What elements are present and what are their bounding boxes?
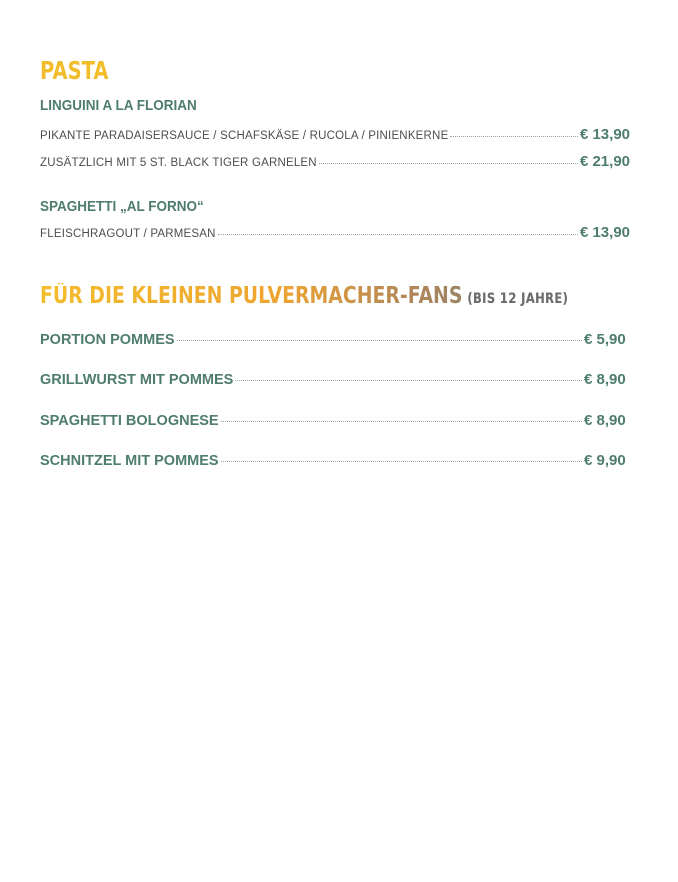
dot-leader — [319, 163, 578, 164]
dot-leader — [235, 380, 582, 381]
menu-item-price: € 8,90 — [584, 412, 626, 429]
menu-line-price: € 13,90 — [579, 126, 630, 143]
section-title-kids-text: FÜR DIE KLEINEN PULVERMACHER-FANS — [40, 283, 463, 309]
section-title-pasta: PASTA — [40, 56, 109, 85]
menu-line-description: ZUSÄTZLICH MIT 5 ST. BLACK TIGER GARNELEN — [40, 157, 317, 169]
menu-line — [40, 224, 630, 241]
menu-item-name: PORTION POMMES — [40, 332, 175, 348]
menu-line-price: € 21,90 — [579, 153, 630, 170]
menu-item-name: GRILLWURST MIT POMMES — [40, 372, 234, 388]
menu-item-name: SCHNITZEL MIT POMMES — [40, 453, 219, 469]
menu-line — [40, 412, 630, 429]
menu-line-description: PIKANTE PARADAISERSAUCE / SCHAFSKÄSE / RUCOLA / PINIENKERNE — [40, 130, 449, 142]
menu-item-price: € 8,90 — [584, 371, 626, 388]
menu-item-price: € 5,90 — [584, 331, 626, 348]
section-title-kids — [40, 283, 568, 309]
dot-leader — [177, 340, 582, 341]
dot-leader — [218, 234, 578, 235]
menu-line — [40, 153, 630, 170]
menu-line-price: € 13,90 — [579, 224, 630, 241]
menu-line — [40, 126, 630, 143]
dot-leader — [221, 461, 582, 462]
menu-item-price: € 9,90 — [584, 452, 626, 469]
menu-item-name: SPAGHETTI BOLOGNESE — [40, 413, 219, 429]
menu-line — [40, 371, 630, 388]
dish-title-spaghetti-al-forno: SPAGHETTI „AL FORNO“ — [40, 198, 204, 215]
menu-line-description: FLEISCHRAGOUT / PARMESAN — [40, 228, 216, 240]
dot-leader — [221, 421, 582, 422]
dish-title-linguini: LINGUINI A LA FLORIAN — [40, 97, 197, 114]
dot-leader — [450, 136, 578, 137]
menu-line — [40, 452, 630, 469]
section-subtitle-age: (BIS 12 JAHRE) — [467, 291, 569, 307]
menu-line — [40, 331, 630, 348]
